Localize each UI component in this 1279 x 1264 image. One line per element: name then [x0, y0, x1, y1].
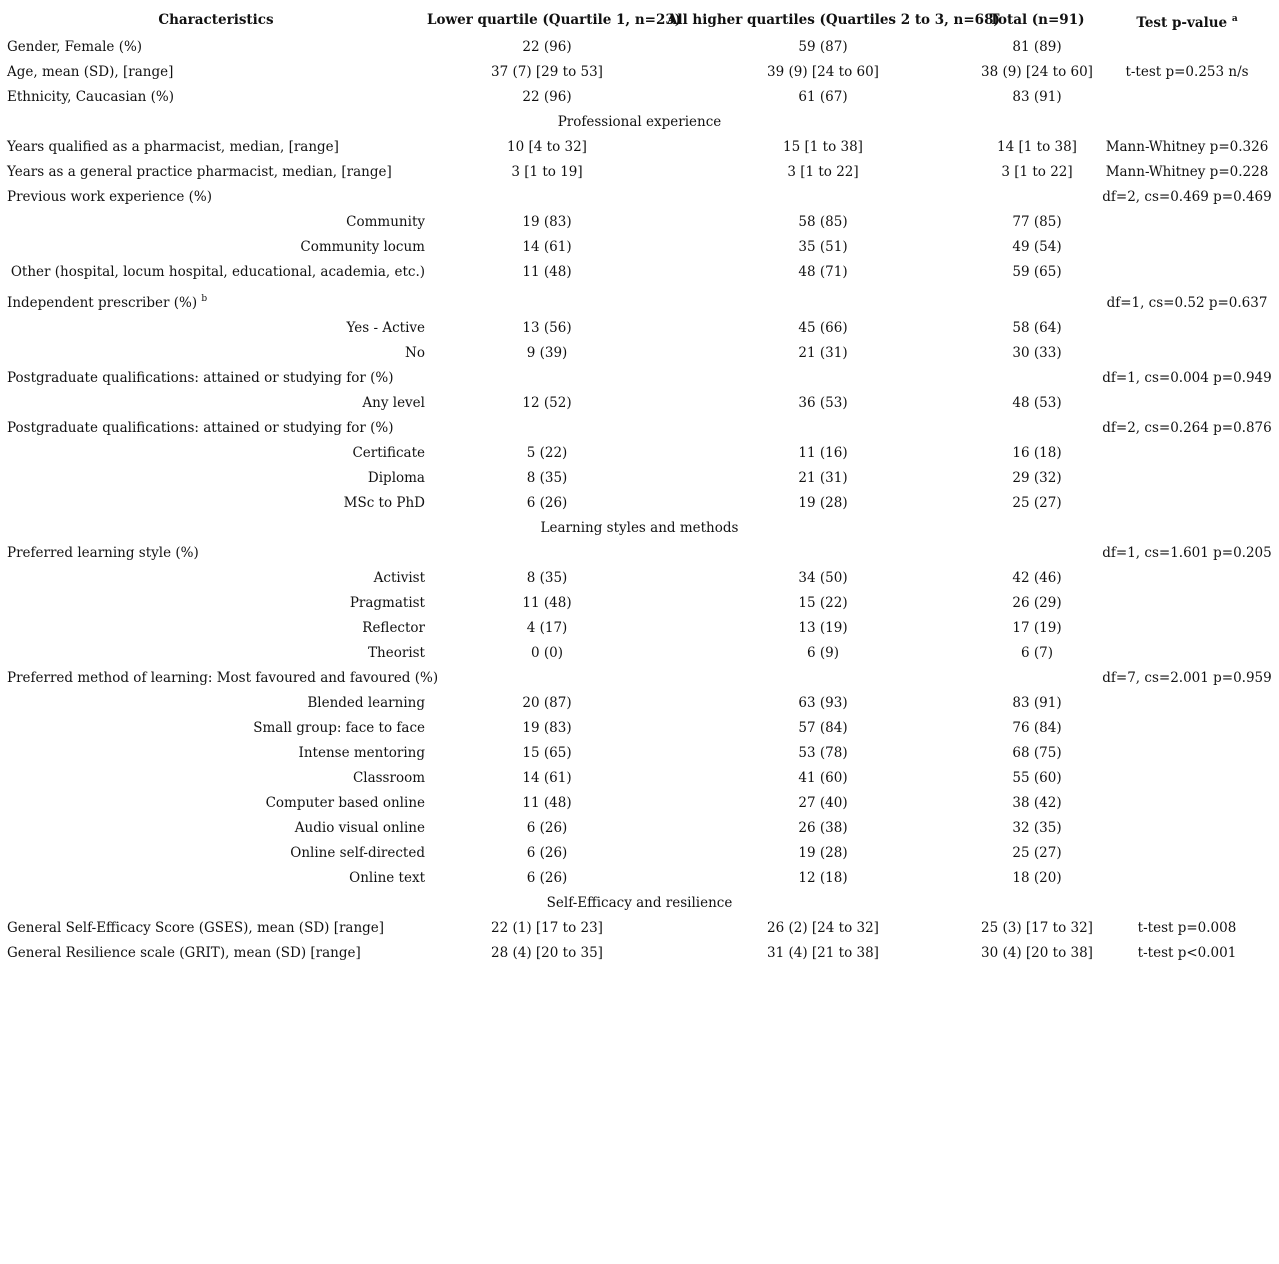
cell-total: 42 (46): [1012, 570, 1062, 586]
table-row: [0, 691, 1279, 716]
row-label: Postgraduate qualifications: attained or studying for (%): [7, 370, 394, 386]
row-label: Previous work experience (%): [7, 189, 213, 205]
cell-lower-quartile: 0 (0): [530, 645, 563, 661]
cell-lower-quartile: 13 (56): [522, 320, 572, 336]
cell-lower-quartile: 6 (26): [526, 820, 568, 836]
cell-total: 77 (85): [1012, 214, 1062, 230]
header-test-footnote: a: [1231, 14, 1238, 24]
header-test: [1095, 11, 1279, 36]
cell-higher-quartiles: 6 (9): [806, 645, 839, 661]
table-row: [0, 816, 1279, 841]
row-label: Years qualified as a pharmacist, median, [range]: [7, 139, 339, 155]
cell-total: 26 (29): [1012, 595, 1062, 611]
cell-higher-quartiles: 15 (22): [798, 595, 848, 611]
table-row: [0, 210, 1279, 235]
cell-higher-quartiles: 39 (9) [24 to 60]: [767, 64, 879, 80]
row-label: Small group: face to face: [253, 720, 425, 736]
cell-total: 83 (91): [1012, 695, 1062, 711]
table-row: [0, 641, 1279, 666]
cell-total: 16 (18): [1012, 445, 1062, 461]
cell-higher-quartiles: 35 (51): [798, 239, 848, 255]
cell-lower-quartile: 8 (35): [526, 470, 568, 486]
cell-lower-quartile: 14 (61): [522, 770, 572, 786]
table-row: [0, 60, 1279, 85]
row-label: Postgraduate qualifications: attained or studying for (%): [7, 420, 394, 436]
table-row: [0, 666, 1279, 691]
cell-total: 30 (4) [20 to 38]: [981, 945, 1093, 961]
table-row: [0, 416, 1279, 441]
cell-total: 32 (35): [1012, 820, 1062, 836]
table-row: [0, 85, 1279, 110]
cell-total: 59 (65): [1012, 264, 1062, 280]
cell-lower-quartile: 3 [1 to 19]: [511, 164, 583, 180]
header-higher-quartiles: All higher quartiles (Quartiles 2 to 3, n=68): [667, 12, 1000, 28]
cell-total: 58 (64): [1012, 320, 1062, 336]
table-row: [0, 135, 1279, 160]
cell-lower-quartile: 15 (65): [522, 745, 572, 761]
cell-test-p-value: df=1, cs=0.52 p=0.637: [1106, 295, 1268, 311]
cell-total: 18 (20): [1012, 870, 1062, 886]
cell-higher-quartiles: 41 (60): [798, 770, 848, 786]
cell-total: 17 (19): [1012, 620, 1062, 636]
row-label: Gender, Female (%): [7, 39, 143, 55]
cell-higher-quartiles: 45 (66): [798, 320, 848, 336]
cell-lower-quartile: 19 (83): [522, 214, 572, 230]
cell-test-p-value: Mann-Whitney p=0.228: [1105, 164, 1269, 180]
cell-test-p-value: df=1, cs=1.601 p=0.205: [1102, 545, 1272, 561]
row-label: Online self-directed: [290, 845, 425, 861]
cell-lower-quartile: 8 (35): [526, 570, 568, 586]
row-label: Other (hospital, locum hospital, educational, academia, etc.): [10, 264, 425, 280]
row-label: Preferred learning style (%): [7, 545, 199, 561]
cell-lower-quartile: 4 (17): [526, 620, 568, 636]
cell-higher-quartiles: 13 (19): [798, 620, 848, 636]
header-total: Total (n=91): [989, 12, 1085, 28]
row-label: General Resilience scale (GRIT), mean (SD) [range]: [7, 945, 361, 961]
cell-lower-quartile: 20 (87): [522, 695, 572, 711]
cell-test-p-value: df=2, cs=0.469 p=0.469: [1102, 189, 1272, 205]
cell-lower-quartile: 6 (26): [526, 845, 568, 861]
row-label: Blended learning: [307, 695, 425, 711]
row-label: Online text: [349, 870, 425, 886]
cell-higher-quartiles: 53 (78): [798, 745, 848, 761]
cell-lower-quartile: 22 (96): [522, 89, 572, 105]
table-row: [0, 316, 1279, 341]
row-label: Activist: [373, 570, 425, 586]
table-row: [0, 766, 1279, 791]
cell-lower-quartile: 12 (52): [522, 395, 572, 411]
cell-total: 38 (42): [1012, 795, 1062, 811]
table-row: [0, 616, 1279, 641]
table-row: [0, 160, 1279, 185]
cell-total: 25 (3) [17 to 32]: [981, 920, 1093, 936]
cell-higher-quartiles: 19 (28): [798, 495, 848, 511]
row-label: Any level: [362, 395, 425, 411]
cell-total: 25 (27): [1012, 495, 1062, 511]
table-row: [0, 591, 1279, 616]
cell-higher-quartiles: 21 (31): [798, 470, 848, 486]
cell-higher-quartiles: 58 (85): [798, 214, 848, 230]
cell-lower-quartile: 6 (26): [526, 870, 568, 886]
table-row: [0, 916, 1279, 941]
cell-total: 76 (84): [1012, 720, 1062, 736]
row-label: Ethnicity, Caucasian (%): [7, 89, 175, 105]
cell-test-p-value: df=2, cs=0.264 p=0.876: [1102, 420, 1272, 436]
cell-total: 25 (27): [1012, 845, 1062, 861]
table-row: [0, 391, 1279, 416]
row-label: Reflector: [362, 620, 425, 636]
cell-total: 6 (7): [1020, 645, 1053, 661]
table-row: [0, 235, 1279, 260]
cell-lower-quartile: 22 (1) [17 to 23]: [491, 920, 603, 936]
table-row: [0, 35, 1279, 60]
cell-higher-quartiles: 59 (87): [798, 39, 848, 55]
table-row: [0, 185, 1279, 210]
cell-total: 38 (9) [24 to 60]: [981, 64, 1093, 80]
header-lower-quartile: Lower quartile (Quartile 1, n=23): [427, 12, 682, 28]
cell-lower-quartile: 37 (7) [29 to 53]: [491, 64, 603, 80]
table-row: [0, 541, 1279, 566]
row-label: [7, 291, 425, 316]
row-label: General Self-Efficacy Score (GSES), mean (SD) [range]: [7, 920, 385, 936]
section-heading: [0, 891, 1279, 916]
row-label-footnote: b: [201, 294, 208, 304]
header-test-label: Test p-value: [1136, 15, 1228, 31]
row-label: Age, mean (SD), [range]: [7, 64, 174, 80]
cell-lower-quartile: 10 [4 to 32]: [507, 139, 587, 155]
cell-test-p-value: t-test p<0.001: [1137, 945, 1237, 961]
table-row: [0, 260, 1279, 285]
table-header: [0, 8, 1279, 33]
cell-higher-quartiles: 15 [1 to 38]: [783, 139, 863, 155]
cell-higher-quartiles: 27 (40): [798, 795, 848, 811]
section-label: Professional experience: [557, 114, 722, 130]
row-label: No: [405, 345, 425, 361]
table-row: [0, 866, 1279, 891]
cell-higher-quartiles: 19 (28): [798, 845, 848, 861]
table-row: [0, 491, 1279, 516]
cell-total: 68 (75): [1012, 745, 1062, 761]
cell-higher-quartiles: 36 (53): [798, 395, 848, 411]
cell-test-p-value: df=7, cs=2.001 p=0.959: [1102, 670, 1272, 686]
cell-lower-quartile: 11 (48): [522, 795, 572, 811]
cell-test-p-value: t-test p=0.008: [1137, 920, 1237, 936]
cell-test-p-value: Mann-Whitney p=0.326: [1105, 139, 1269, 155]
cell-total: 29 (32): [1012, 470, 1062, 486]
table-row: [0, 341, 1279, 366]
cell-higher-quartiles: 48 (71): [798, 264, 848, 280]
cell-higher-quartiles: 57 (84): [798, 720, 848, 736]
table-row: [0, 466, 1279, 491]
row-label: MSc to PhD: [343, 495, 425, 511]
cell-lower-quartile: 19 (83): [522, 720, 572, 736]
cell-total: 81 (89): [1012, 39, 1062, 55]
cell-total: 83 (91): [1012, 89, 1062, 105]
cell-total: 30 (33): [1012, 345, 1062, 361]
cell-lower-quartile: 6 (26): [526, 495, 568, 511]
table-row: [0, 291, 1279, 316]
section-heading: [0, 516, 1279, 541]
row-label: Theorist: [368, 645, 425, 661]
table-row: [0, 841, 1279, 866]
cell-higher-quartiles: 63 (93): [798, 695, 848, 711]
cell-higher-quartiles: 21 (31): [798, 345, 848, 361]
cell-test-p-value: t-test p=0.253 n/s: [1125, 64, 1249, 80]
cell-higher-quartiles: 26 (2) [24 to 32]: [767, 920, 879, 936]
table-row: [0, 941, 1279, 966]
row-label: Preferred method of learning: Most favoured and favoured (%): [7, 670, 439, 686]
row-label: Diploma: [367, 470, 425, 486]
row-label: Pragmatist: [349, 595, 425, 611]
cell-total: 3 [1 to 22]: [1001, 164, 1073, 180]
cell-higher-quartiles: 61 (67): [798, 89, 848, 105]
cell-lower-quartile: 5 (22): [526, 445, 568, 461]
cell-total: 49 (54): [1012, 239, 1062, 255]
row-label: Intense mentoring: [298, 745, 425, 761]
cell-higher-quartiles: 12 (18): [798, 870, 848, 886]
cell-total: 14 [1 to 38]: [997, 139, 1077, 155]
cell-lower-quartile: 9 (39): [526, 345, 568, 361]
row-label: Computer based online: [265, 795, 425, 811]
cell-total: 55 (60): [1012, 770, 1062, 786]
table-row: [0, 741, 1279, 766]
cell-total: 48 (53): [1012, 395, 1062, 411]
cell-higher-quartiles: 34 (50): [798, 570, 848, 586]
table-row: [0, 566, 1279, 591]
section-heading: [0, 110, 1279, 135]
cell-higher-quartiles: 11 (16): [798, 445, 848, 461]
header-characteristics: Characteristics: [158, 12, 274, 28]
row-label: Certificate: [352, 445, 425, 461]
cell-higher-quartiles: 31 (4) [21 to 38]: [767, 945, 879, 961]
table-row: [0, 366, 1279, 391]
cell-higher-quartiles: 26 (38): [798, 820, 848, 836]
section-label: Self-Efficacy and resilience: [546, 895, 733, 911]
row-label: Community: [346, 214, 425, 230]
row-label-text: Independent prescriber (%): [7, 295, 198, 311]
row-label: Years as a general practice pharmacist, median, [range]: [7, 164, 392, 180]
cell-lower-quartile: 28 (4) [20 to 35]: [491, 945, 603, 961]
cell-higher-quartiles: 3 [1 to 22]: [787, 164, 859, 180]
row-label: Community locum: [300, 239, 425, 255]
section-label: Learning styles and methods: [540, 520, 739, 536]
table-row: [0, 716, 1279, 741]
cell-lower-quartile: 11 (48): [522, 595, 572, 611]
cell-lower-quartile: 22 (96): [522, 39, 572, 55]
row-label: Yes - Active: [346, 320, 425, 336]
cell-lower-quartile: 11 (48): [522, 264, 572, 280]
cell-test-p-value: df=1, cs=0.004 p=0.949: [1102, 370, 1272, 386]
row-label: Audio visual online: [294, 820, 425, 836]
row-label: Classroom: [352, 770, 425, 786]
table-row: [0, 441, 1279, 466]
table-row: [0, 791, 1279, 816]
cell-lower-quartile: 14 (61): [522, 239, 572, 255]
